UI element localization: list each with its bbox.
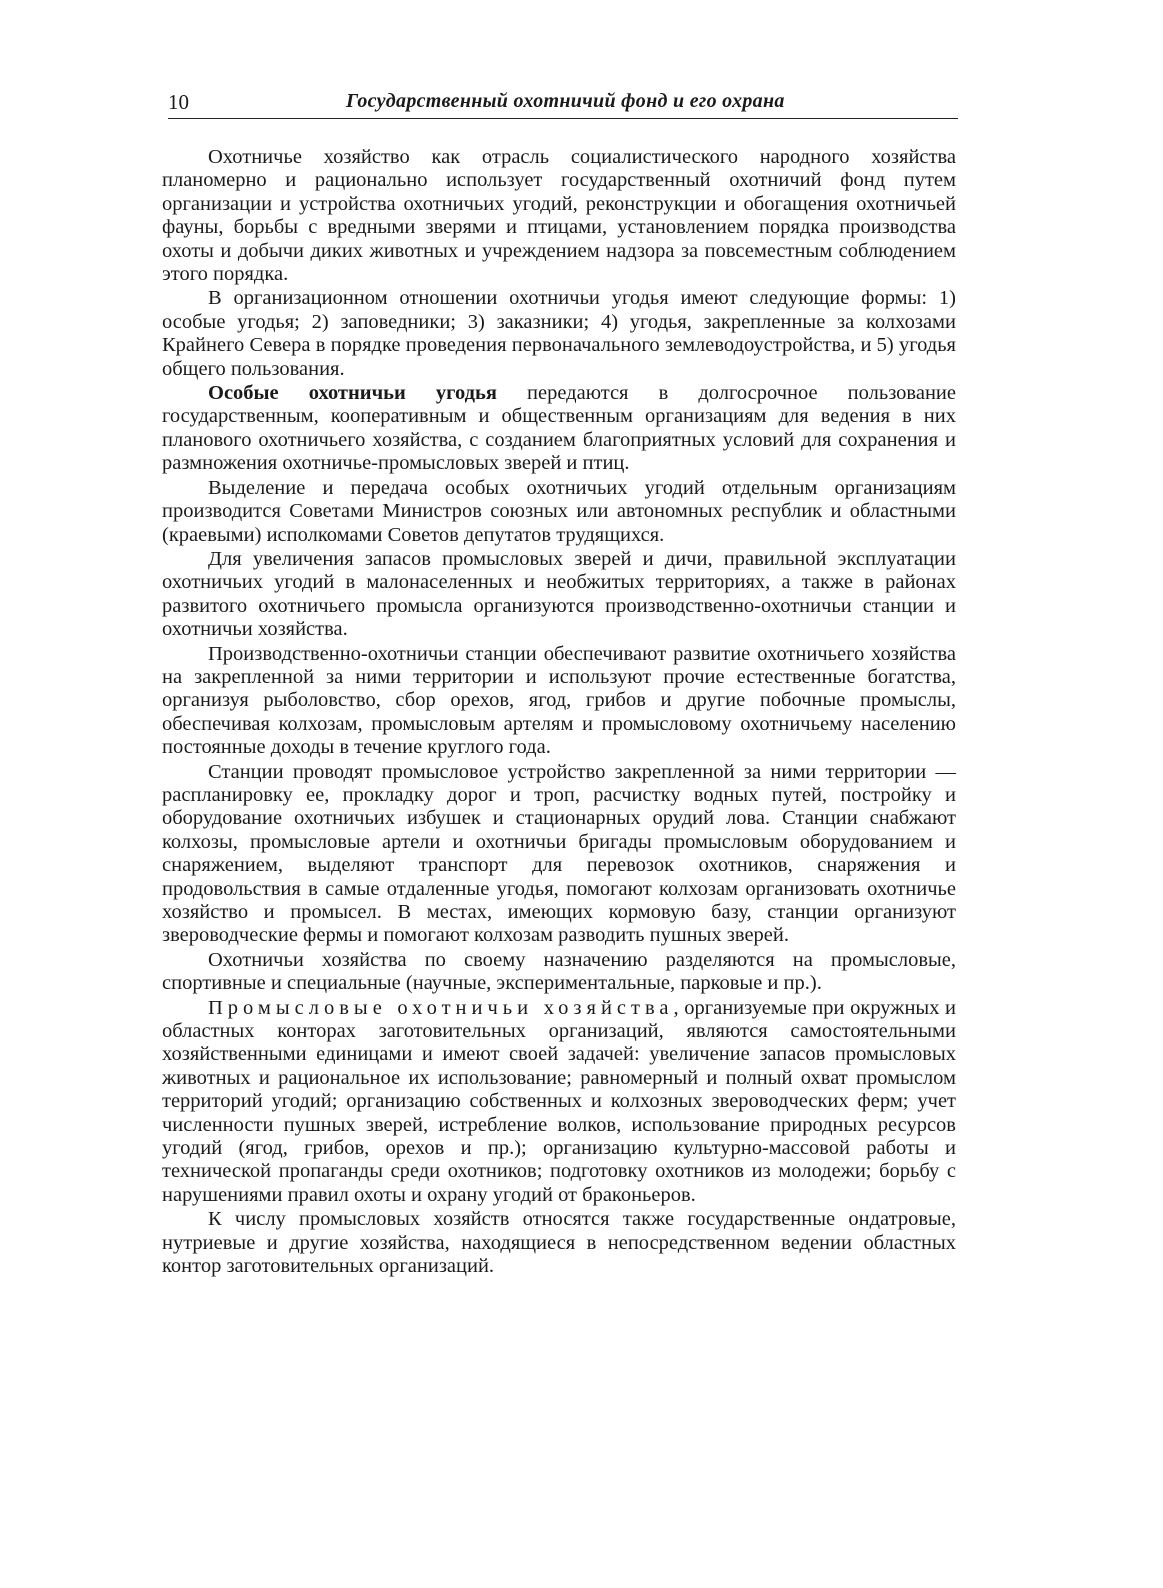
paragraph-text: Выделение и передача особых охотничьих угодий отдельным организациям производится Советами Министров союзных или автономных республик и областными (краевыми) исполкомами Советов депутатов трудящихся. bbox=[162, 476, 956, 546]
paragraph bbox=[162, 382, 956, 476]
paragraph bbox=[162, 287, 956, 381]
paragraph bbox=[162, 548, 956, 642]
running-title: Государственный охотничий фонд и его охрана bbox=[346, 90, 785, 112]
paragraph bbox=[162, 1208, 956, 1278]
paragraph bbox=[162, 949, 956, 996]
paragraph bbox=[162, 761, 956, 948]
paragraph-lead-spaced: Промысловые охотничьи хозяйства bbox=[208, 996, 674, 1019]
body-text bbox=[162, 146, 956, 1280]
page-header bbox=[168, 88, 958, 119]
paragraph-text: Охотничье хозяйство как отрасль социалистического народного хозяйства планомерно и рационально использует государственный охотничий фонд путем организации и устройства охотничьих угодий, реконструкции и обогащения охотничьей фауны, борьбы с вредными зверями и птицами, установлением порядка производства охоты и добычи диких животных и учреждением надзора за повсеместным соблюдением этого порядка. bbox=[162, 146, 956, 286]
paragraph-text: , организуемые при окружных и областных конторах заготовительных организаций, являются самостоятельными хозяйственными единицами и имеют своей задачей: увеличение запасов промысловых животных и рациональное их использование; равномерный и полный охват промыслом территорий угодий; организацию собственных и колхозных звероводческих ферм; учет численности пушных зверей, истребление волков, использование природных ресурсов угодий (ягод, грибов, орехов и пр.); организацию культурно-массовой работы и технической пропаганды среди охотников; подготовку охотников из молодежи; борьбу с нарушениями правил охоты и охрану угодий от браконьеров. bbox=[162, 996, 957, 1206]
paragraph-text: Производственно-охотничьи станции обеспечивают развитие охотничьего хозяйства на закрепленной за ними территории и используют прочие естественные богатства, организуя рыболовство, сбор орехов, ягод, грибов и другие побочные промыслы, обеспечивая колхозам, промысловым артелям и промысловому охотничьему населению постоянные доходы в течение круглого года. bbox=[162, 642, 956, 759]
paragraph-text: Станции проводят промысловое устройство закрепленной за ними территории — распланировку ее, прокладку дорог и троп, расчистку водных путей, постройку и оборудование охотничьих избушек и стационарных орудий лова. Станции снабжают колхозы, промысловые артели и охотничьи бригады промысловым оборудованием и снаряжением, выделяют транспорт для перевозок охотников, снаряжения и продовольствия в самые отдаленные угодья, помогают колхозам организовать охотничье хозяйство и промысел. В местах, имеющих кормовую базу, станции организуют звероводческие фермы и помогают колхозам разводить пушных зверей. bbox=[162, 760, 956, 947]
paragraph bbox=[162, 643, 956, 760]
paragraph bbox=[162, 146, 956, 286]
paragraph-text: К числу промысловых хозяйств относятся также государственные ондатровые, нутриевые и другие хозяйства, находящиеся в непосредственном ведении областных контор заготовительных организаций. bbox=[162, 1208, 956, 1278]
paragraph-lead-bold: Особые охотничьи угодья bbox=[208, 382, 497, 405]
paragraph-text: Охотничьи хозяйства по своему назначению разделяются на промысловые, спортивные и специальные (научные, экспериментальные, парковые и пр.). bbox=[162, 948, 956, 995]
paragraph-text: передаются в долгосрочное пользование государственным, кооперативным и общественным организациям для ведения в них планового охотничьего хозяйства, с созданием благоприятных условий для сохранения и размножения охотничье-промысловых зверей и птиц. bbox=[162, 382, 956, 475]
paragraph bbox=[162, 477, 956, 547]
paragraph-text: Для увеличения запасов промысловых зверей и дичи, правильной эксплуатации охотничьих угодий в малонаселенных и необжитых территориях, а также в районах развитого охотничьего промысла организуются производственно-охотничьи станции и охотничьи хозяйства. bbox=[162, 547, 956, 641]
paragraph bbox=[162, 997, 956, 1208]
paragraph-text: В организационном отношении охотничьи угодья имеют следующие формы: 1) особые угодья; 2) заповедники; 3) заказники; 4) угодья, закрепленные за колхозами Крайнего Севера в порядке проведения первоначального землеводоустройства, и 5) угодья общего пользования. bbox=[162, 287, 956, 380]
page-number: 10 bbox=[168, 90, 189, 114]
